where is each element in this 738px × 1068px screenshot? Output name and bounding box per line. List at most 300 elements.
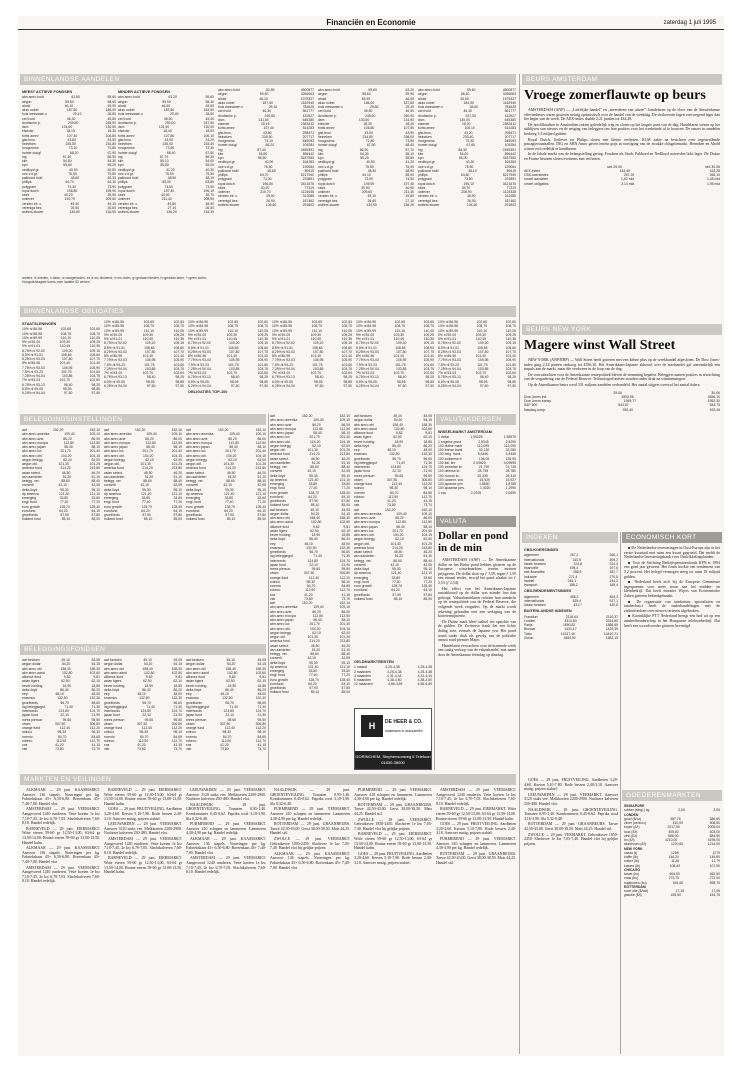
- row-value: 51,20: [311, 460, 321, 465]
- issue-date: zaterdag 1 juli 1995: [663, 20, 716, 26]
- row-label: nedlloyd gr.: [418, 160, 436, 165]
- row-value: 152,20: [301, 601, 313, 605]
- row-value: 62,10: [423, 435, 432, 440]
- row-value: 86,00: [91, 436, 100, 441]
- row-value: 41,20: [304, 592, 313, 597]
- row-value: 101,25: [255, 462, 266, 466]
- staatsleningen-head: STAATSLENINGEN: [22, 322, 57, 326]
- row-label: hunter dougl: [418, 143, 437, 148]
- row-value: 45,40: [205, 116, 214, 121]
- row-value: 103,85: [62, 374, 73, 378]
- row-label: 7% nl 93-03: [104, 371, 123, 375]
- row-label: 100 oostenr. sch.: [438, 477, 464, 482]
- row-value: 95,60: [62, 717, 72, 722]
- row-value: 29,40: [170, 112, 179, 117]
- row-label: belegg. ver.: [270, 652, 288, 656]
- advertiser-name: DE HEER & CO.: [385, 719, 423, 725]
- row-value: 108,70: [423, 324, 434, 329]
- row-label: 7,25% nl 94-04: [356, 366, 379, 371]
- row-label: abn amro azie: [354, 516, 376, 520]
- row-value: 41,15: [423, 499, 432, 503]
- row-label: goud ($/oz): [624, 816, 642, 821]
- row-label: 6,25% nl 94-04: [438, 383, 461, 388]
- row-value: 63,20: [168, 95, 177, 100]
- row-value: 845093: [504, 139, 516, 143]
- row-value: 112,090: [503, 443, 516, 448]
- row-value: 76,50: [68, 171, 77, 176]
- row-value: 54,80: [63, 159, 72, 163]
- row-label: 6,25% nl 94-04: [22, 391, 45, 395]
- row-value: 46,60: [161, 103, 171, 108]
- row-value: 5217940: [502, 173, 516, 177]
- row-label: rubber (singl.) kg: [624, 808, 650, 813]
- row-value: 45,05: [423, 414, 432, 418]
- row-label: oce-v.d.gr.: [318, 164, 334, 169]
- row-label: interbonds: [22, 709, 38, 713]
- row-value: 132,30: [89, 696, 100, 701]
- row-value: 224,3: [609, 561, 618, 566]
- row-value: 164283: [302, 160, 314, 165]
- row-value: 102,65: [311, 320, 322, 324]
- row-value: 109,15: [257, 341, 268, 346]
- row-value: 21,745: [505, 465, 516, 469]
- row-value: 101,75: [395, 362, 406, 367]
- market-report: ALKMAAR — 29 juni. KAASMARKT. Aanvoer 136 stapels. Noteringen per kg. Fabriekskaas 45+ 6,50-6,80. Boerenkaas 45+ 7,40-7,80. Handel vlot.: [186, 836, 266, 855]
- row-label: hunter dougl: [318, 143, 337, 148]
- row-label: 8% nl 86-96: [438, 354, 457, 358]
- row-label: eurofund: [270, 681, 284, 686]
- row-label: abn amro japan: [186, 445, 210, 449]
- row-value: 18,90: [62, 683, 72, 688]
- row-label: 8% nl 86-96: [22, 361, 41, 366]
- row-label: groeifonds: [270, 686, 286, 690]
- row-value: 529,4: [572, 598, 582, 603]
- row-value: 112,90: [56, 738, 67, 743]
- row-value: 561777: [302, 109, 314, 114]
- row-label: dordtsche p.: [118, 120, 137, 125]
- row-label: verenigd bez.: [318, 198, 339, 203]
- row-label: aegon: [218, 92, 228, 97]
- row-label: asian select.: [270, 456, 289, 461]
- section-header-valuta: VALUTA: [436, 516, 516, 527]
- row-value: 17,05: [711, 889, 720, 893]
- row-label: rolinco: [22, 730, 32, 735]
- row-value: 27,10: [167, 205, 177, 210]
- row-label: klm: [118, 159, 124, 163]
- row-label: 100 zweedse kr.: [438, 465, 463, 469]
- row-value: 104,15: [171, 453, 182, 458]
- row-label: ing: [218, 147, 223, 152]
- row-value: 62,10: [395, 537, 404, 542]
- row-value: 97,60: [397, 383, 407, 388]
- row-value: 56,70: [225, 700, 234, 705]
- row-value: 57,80: [423, 592, 432, 597]
- row-label: 9% nl 91-01: [438, 337, 457, 341]
- row-label: abn amro lux: [186, 449, 206, 454]
- row-value: 109,25: [341, 332, 352, 337]
- row-value: 57,80: [257, 513, 266, 517]
- row-value: 112,80: [395, 520, 406, 525]
- row-value: 85,00: [173, 517, 182, 522]
- row-label: abn amro amerika: [186, 432, 214, 437]
- row-label: 7,25% nl 94-04: [188, 366, 211, 371]
- row-label: obam: [22, 721, 31, 726]
- row-value: 306,80: [171, 721, 182, 726]
- row-value: 124,70: [339, 558, 350, 563]
- row-label: 10% nl 88-98: [188, 324, 208, 329]
- row-label: 8,5% nl 91-01: [356, 345, 377, 350]
- row-label: dp america: [270, 477, 287, 482]
- row-value: 55,00: [458, 156, 468, 160]
- article-paragraph: De Duitse mark bleef stabiel ten opzichte van de gulden. De Zwitserse frank liet een lichte daling zien, evenals de Japanse yen. Het pond stond onder druk als gevolg van de politieke onrust rond premier Major.: [438, 619, 516, 643]
- row-label: dordtsche p.: [22, 120, 41, 125]
- row-value: 48,10: [220, 692, 229, 696]
- row-label: euro growth: [270, 490, 288, 495]
- row-value: 103,85: [145, 366, 156, 371]
- row-value: 101,75: [144, 362, 155, 367]
- row-value: 1162940: [503, 100, 516, 105]
- row-label: orange fund: [354, 482, 373, 486]
- row-label: sns: [270, 592, 276, 597]
- row-value: 211,40: [161, 197, 172, 202]
- row-label: america fund: [354, 545, 374, 550]
- row-label: vsb: [354, 503, 360, 508]
- row-value: 22,10: [309, 562, 318, 567]
- row-label: ing beleggingsf.: [270, 554, 294, 559]
- row-label: vendex int. c.: [22, 201, 42, 206]
- row-value: 42,10: [390, 562, 399, 567]
- row-value: 58,40: [146, 445, 155, 449]
- row-label: ahold: [118, 103, 127, 108]
- row-label: 10% nl 89-99: [356, 328, 376, 333]
- row-label: interbonds: [354, 465, 370, 469]
- row-label: vendex int. c.: [218, 194, 238, 199]
- row-value: 131,60: [61, 125, 73, 129]
- row-value: 71,40: [229, 704, 238, 709]
- row-value: 40,50: [107, 167, 116, 172]
- row-value: 41,20: [387, 499, 396, 503]
- row-label: eurofund: [104, 508, 118, 513]
- row-value: 108,60: [89, 352, 100, 357]
- row-label: ing beleggingsf.: [22, 704, 46, 709]
- row-label: financiële: [524, 566, 539, 570]
- market-report: PURMEREND — 29 juni. VEEMARKT. Aanvoer 410 schapen en lammeren. Lammeren 4,30-4,90 per kg. Handel redelijk.: [270, 807, 350, 821]
- row-value: 121,10: [339, 477, 350, 482]
- row-value: 102,70: [475, 371, 487, 375]
- row-label: dsm: [118, 125, 125, 129]
- row-value: 85,10: [143, 517, 153, 522]
- article-paragraph: Op de Amerikaanse beurs werd 331 miljoen aandelen verhandeld. Het aantal stijgers overtrof het aantal dalers.: [528, 382, 701, 387]
- row-value: 29,10: [268, 105, 278, 109]
- row-label: 1 maand: [354, 665, 368, 670]
- row-value: 4500577: [300, 88, 314, 92]
- row-value: 56,60: [257, 700, 266, 705]
- row-value: 73,80: [387, 503, 396, 508]
- row-value: 43,80: [67, 137, 76, 142]
- row-value: 236,00: [162, 142, 173, 146]
- row-value: 101,40: [173, 354, 184, 358]
- row-value: 109,40: [64, 432, 75, 437]
- row-label: 10% nl 86-96: [272, 320, 292, 324]
- row-value: 86,90: [107, 154, 116, 159]
- row-value: 57,90: [309, 686, 318, 690]
- row-label: eep: [354, 448, 360, 452]
- row-label: america fund: [186, 466, 206, 471]
- row-value: 98,25: [175, 375, 184, 380]
- row-value: 247,50: [203, 120, 214, 125]
- row-value: 107,70: [505, 349, 516, 354]
- row-value: 62,00: [423, 537, 432, 542]
- row-value: 108,65: [61, 352, 72, 357]
- row-value: 124,70: [255, 709, 266, 713]
- row-label: 10% nl 89-99: [22, 335, 42, 340]
- row-value: 42,05: [173, 483, 182, 488]
- row-value: 128,40: [421, 584, 432, 588]
- row-value: 110,10: [143, 328, 154, 333]
- market-report: AMSTERDAM — 29 juni. VEEMARKT. Aangevoerd 1240 runderen. Vette koeien 1e kw 7,10-7,45, 2e kw 6,70-7,05. Slachtkalveren 7,60-8,10. Handel redelijk.: [104, 836, 182, 855]
- row-value: 196,80: [262, 181, 273, 186]
- row-label: Zürich: [524, 635, 534, 640]
- bond-row: [272, 384, 352, 388]
- market-report: ROTTERDAM — 29 juni. GRAANBEURS. Tarwe 42,50-43,00. Gerst 38,00-38,50. Mais 44,25. Handel stil.: [270, 822, 350, 836]
- row-value: 102,60: [257, 371, 268, 375]
- row-label: abn amro obl.: [270, 439, 291, 444]
- row-label: dp america: [104, 491, 121, 496]
- row-value: 136,20: [166, 210, 177, 214]
- row-value: 51,10: [91, 474, 100, 479]
- row-label: erasmus: [270, 545, 284, 550]
- bond-row: [356, 384, 434, 388]
- row-value: 64,20: [141, 508, 150, 513]
- row-value: 62,00: [257, 457, 266, 462]
- row-label: abn amro obl.: [270, 626, 291, 631]
- row-label: polygram: [418, 177, 432, 182]
- row-value: 1886,65: [605, 623, 618, 627]
- row-value: 102,60: [89, 378, 100, 383]
- row-value: 98,85: [343, 379, 352, 384]
- row-value: 85,00: [341, 690, 350, 695]
- row-label: 8,5% nl 91-01: [188, 345, 209, 350]
- row-label: euro growth: [186, 504, 204, 509]
- row-value: 89415: [304, 168, 314, 173]
- row-value: 101,40: [142, 354, 154, 358]
- row-value: 112,20: [171, 726, 182, 730]
- row-value: 18,90: [227, 683, 237, 688]
- row-label: delta lloyd: [354, 443, 370, 448]
- row-value: 98,40: [146, 375, 156, 380]
- row-value: 266,1: [609, 553, 618, 558]
- row-value: 86,20: [91, 687, 100, 692]
- row-label: 100 zwitserse fr.: [438, 456, 463, 461]
- row-label: 8,75% nl 92-02: [104, 341, 127, 346]
- row-label: sojabonen (bu): [624, 880, 647, 885]
- row-label: royal dutch: [418, 181, 435, 186]
- row-value: 132,30: [421, 452, 432, 457]
- row-value: 87,40: [62, 154, 72, 159]
- row-value: 62,10: [145, 457, 154, 462]
- row-value: 86,40: [309, 537, 318, 542]
- row-label: akzo nobel: [22, 108, 39, 112]
- row-value: 68,20: [69, 150, 79, 155]
- row-label: vsb: [270, 596, 276, 601]
- row-value: 209,60: [105, 197, 116, 202]
- row-value: 158,30: [171, 666, 182, 671]
- row-value: 109,10: [89, 432, 100, 437]
- fondsen-mid-col-1: [270, 414, 350, 770]
- row-label: 7,5% nl 93-23: [356, 362, 377, 367]
- row-value: 933,45: [709, 407, 720, 412]
- row-value: 152,10: [89, 428, 100, 432]
- row-value: 287,7: [609, 570, 618, 575]
- row-value: 1684,90: [563, 635, 576, 640]
- row-value: 41,20: [405, 160, 414, 165]
- row-value: 312085: [302, 194, 314, 199]
- row-value: 58,10: [173, 445, 182, 449]
- row-value: 186,2: [569, 583, 578, 587]
- row-label: aegon obl.: [270, 635, 286, 639]
- row-value: 84,65: [173, 734, 182, 739]
- row-value: 59,50: [259, 92, 269, 97]
- row-value: 58,10: [91, 445, 100, 449]
- row-value: 95,50: [91, 717, 100, 722]
- row-label: aaf: [354, 507, 359, 512]
- row-label: heineken: [318, 134, 332, 139]
- row-value: 45,50: [205, 103, 214, 108]
- row-value: 42,05: [257, 483, 266, 488]
- row-label: 8,25% nl 93-03: [188, 349, 211, 354]
- obligaties-col-6: [438, 320, 516, 410]
- row-value: 109,15: [505, 341, 516, 346]
- row-value: 102,60: [423, 371, 434, 375]
- row-value: 101,40: [475, 354, 487, 358]
- row-label: handel: [524, 578, 535, 583]
- row-value: 88,40: [341, 465, 350, 469]
- bi-col-3: [186, 428, 266, 640]
- row-label: aluminium (£/t): [624, 842, 647, 847]
- fund-row: [270, 690, 350, 694]
- row-value: 26,50: [205, 205, 214, 210]
- row-value: 71,30: [173, 704, 182, 709]
- obligaties-col-3: [188, 320, 268, 410]
- row-value: 88,40: [257, 479, 266, 483]
- row-value: 105,90: [341, 358, 352, 363]
- row-value: 101,60: [505, 362, 516, 367]
- row-value: 45,10: [61, 658, 70, 662]
- row-label: aaf: [186, 428, 191, 432]
- row-value: 42,05: [423, 562, 432, 567]
- row-label: 6,25% nl 94-04: [356, 383, 379, 388]
- row-value: 266,10: [709, 173, 720, 178]
- row-value: 109,15: [173, 341, 184, 346]
- row-value: 51,10: [341, 647, 350, 652]
- row-label: groeifonds: [104, 513, 120, 517]
- row-value: 152,20: [384, 507, 396, 512]
- row-label: kpn: [22, 163, 28, 168]
- row-label: abn amro obl.: [186, 453, 207, 458]
- row-value: 249,80: [67, 120, 79, 125]
- aandelen-head-2: MINDER ACTIEVE FONDSEN: [118, 90, 170, 94]
- article-paragraph: Royal Dutch, Unilever en Philips sloten met kleine verliezen. KLM zakte na berichten over tegenvallende passagiersaantallen. ING en ABN Amro gaven terrein prijs in navolging van de zwakke obligatiemarkt. Heineken en Ahold wisten zich redelijk te handhaven.: [524, 137, 720, 151]
- row-value: 22,10: [392, 469, 401, 474]
- row-value: 98,40: [479, 375, 489, 380]
- aandelen-notes: anders. b=bieden, l=laten, a=aangeboden, ex d=ex dividend, e=ex claim, g=gedaan bieden, h=gedaan laten, *=geen koers. Hoogste/laagste koers over laatste 52 weken.: [22, 276, 207, 285]
- row-value: 84,65: [341, 584, 350, 588]
- row-value: 87,40: [257, 147, 266, 152]
- row-label: ceri hold: [22, 116, 35, 121]
- row-value: 102,80: [62, 670, 73, 675]
- row-value: 86,00: [257, 436, 266, 441]
- row-value: 77,20: [423, 579, 432, 584]
- aandelen-col-4: [318, 88, 414, 274]
- row-value: 124,80: [58, 709, 69, 713]
- row-value: 58,40: [205, 99, 214, 104]
- row-label: 100 noorse kr.: [438, 473, 460, 478]
- row-value: 48,00: [91, 692, 100, 696]
- row-label: groeifonds: [186, 513, 202, 517]
- row-label: elsevier: [118, 129, 130, 134]
- advertisement[interactable]: [354, 708, 432, 770]
- row-label: 10% nl 88-98: [272, 324, 292, 329]
- row-value: 128,70: [224, 504, 235, 509]
- row-label: pakhoed hold: [218, 168, 239, 173]
- row-label: eurofund: [22, 508, 36, 513]
- row-value: 104,20: [309, 439, 321, 444]
- row-label: converti: [22, 483, 34, 488]
- row-label: delta lloyd: [186, 487, 202, 492]
- row-value: 62,10: [341, 528, 350, 533]
- row-value: 102,60: [257, 320, 268, 324]
- row-value: 42,05: [91, 483, 100, 488]
- row-value: 46,20: [423, 550, 432, 554]
- row-value: 107,80: [478, 349, 489, 354]
- section-header-beleggingsinstellingen: BELEGGINGSINSTELLINGEN: [20, 414, 266, 425]
- row-value: 152,20: [134, 428, 146, 432]
- row-value: 46,20: [341, 456, 350, 461]
- row-label: aegon belegg.: [22, 457, 44, 462]
- row-value: 108,70: [257, 324, 268, 329]
- row-value: 601,50: [672, 880, 684, 885]
- row-value: 86,30: [458, 147, 467, 152]
- row-label: 7,75% nl 93-03: [438, 358, 461, 363]
- row-value: 49,40: [266, 194, 275, 199]
- row-value: 4556,10: [707, 394, 720, 399]
- row-label: abn amro japan: [270, 618, 294, 622]
- row-label: 6,25% nl 94-04: [272, 383, 295, 388]
- row-label: 6,75% nl 93-13: [22, 382, 45, 387]
- row-value: 102,60: [89, 327, 100, 332]
- row-value: 18,90: [311, 533, 321, 537]
- row-value: 97,60: [146, 383, 156, 388]
- row-label: aegon dollar: [186, 662, 205, 667]
- row-value: 245,1: [567, 578, 577, 583]
- market-report: AMSTERDAM — 29 juni. VEEMARKT. Aangevoerd 1240 runderen. Vette koeien 1e kw 7,10-7,45, 2e kw 6,70-7,05. Slachtkalveren 7,60-8,10. Handel redelijk.: [186, 856, 266, 875]
- row-value: 128,40: [339, 490, 350, 495]
- row-value: 95,60: [311, 567, 321, 571]
- row-value: 98,30: [222, 730, 231, 735]
- currency-row: [438, 491, 516, 495]
- row-value: 98,85: [507, 379, 516, 384]
- row-value: 42,05: [341, 469, 350, 474]
- row-value: 108,60: [173, 345, 184, 350]
- row-value: 86,20: [423, 443, 432, 448]
- row-value: 77,40: [224, 500, 234, 505]
- row-label: 100 belg. frank: [438, 452, 461, 457]
- row-value: 71,40: [146, 704, 155, 709]
- row-value: 62,10: [91, 679, 100, 684]
- row-label: verenigd bez.: [118, 205, 139, 210]
- row-label: orange fund: [186, 726, 205, 730]
- row-label: Nasdaq comp.: [524, 407, 546, 412]
